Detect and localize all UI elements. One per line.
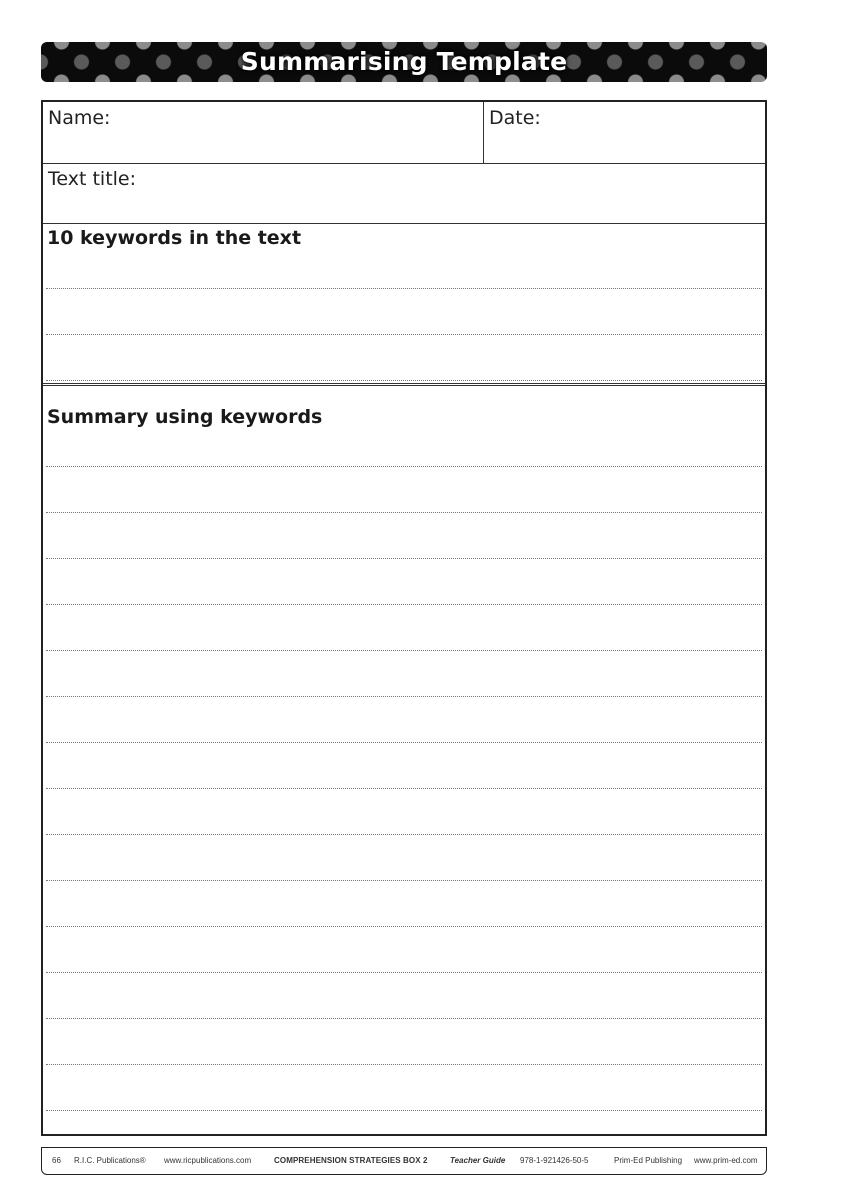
page-footer	[41, 1147, 767, 1175]
page-title: Summarising Template	[240, 47, 568, 76]
summary-writing-line	[46, 650, 762, 651]
summary-writing-line	[46, 972, 762, 973]
keyword-writing-line	[46, 288, 762, 289]
keywords-heading: 10 keywords in the text	[47, 227, 302, 249]
publisher-left: R.I.C. Publications®	[74, 1156, 146, 1165]
summary-writing-line	[46, 742, 762, 743]
summary-writing-line	[46, 558, 762, 559]
website-left: www.ricpublications.com	[164, 1156, 252, 1165]
guide-title: Teacher Guide	[450, 1156, 506, 1165]
summary-writing-line	[46, 1064, 762, 1065]
summary-writing-line	[46, 604, 762, 605]
section-divider	[43, 383, 765, 386]
page-number: 66	[52, 1156, 61, 1165]
summary-writing-line	[46, 926, 762, 927]
isbn: 978-1-921426-50-5	[520, 1156, 589, 1165]
worksheet-frame	[41, 100, 767, 1136]
series-title: COMPREHENSION STRATEGIES BOX 2	[274, 1156, 428, 1165]
summary-writing-line	[46, 1110, 762, 1111]
summary-writing-line	[46, 880, 762, 881]
summary-writing-line	[46, 834, 762, 835]
text-title-row	[43, 163, 765, 224]
summary-writing-line	[46, 696, 762, 697]
summary-writing-line	[46, 466, 762, 467]
date-label: Date:	[489, 107, 541, 129]
title-banner	[41, 42, 767, 82]
publisher-right: Prim-Ed Publishing	[614, 1156, 683, 1165]
summary-writing-line	[46, 1018, 762, 1019]
website-right: www.prim-ed.com	[694, 1156, 758, 1165]
name-date-row	[43, 102, 765, 164]
summary-heading: Summary using keywords	[47, 406, 323, 428]
text-title-label: Text title:	[48, 168, 137, 190]
name-label: Name:	[48, 107, 111, 129]
summary-writing-line	[46, 788, 762, 789]
summary-writing-line	[46, 512, 762, 513]
keyword-writing-line	[46, 334, 762, 335]
keyword-writing-line	[46, 380, 762, 381]
date-cell	[483, 102, 768, 163]
